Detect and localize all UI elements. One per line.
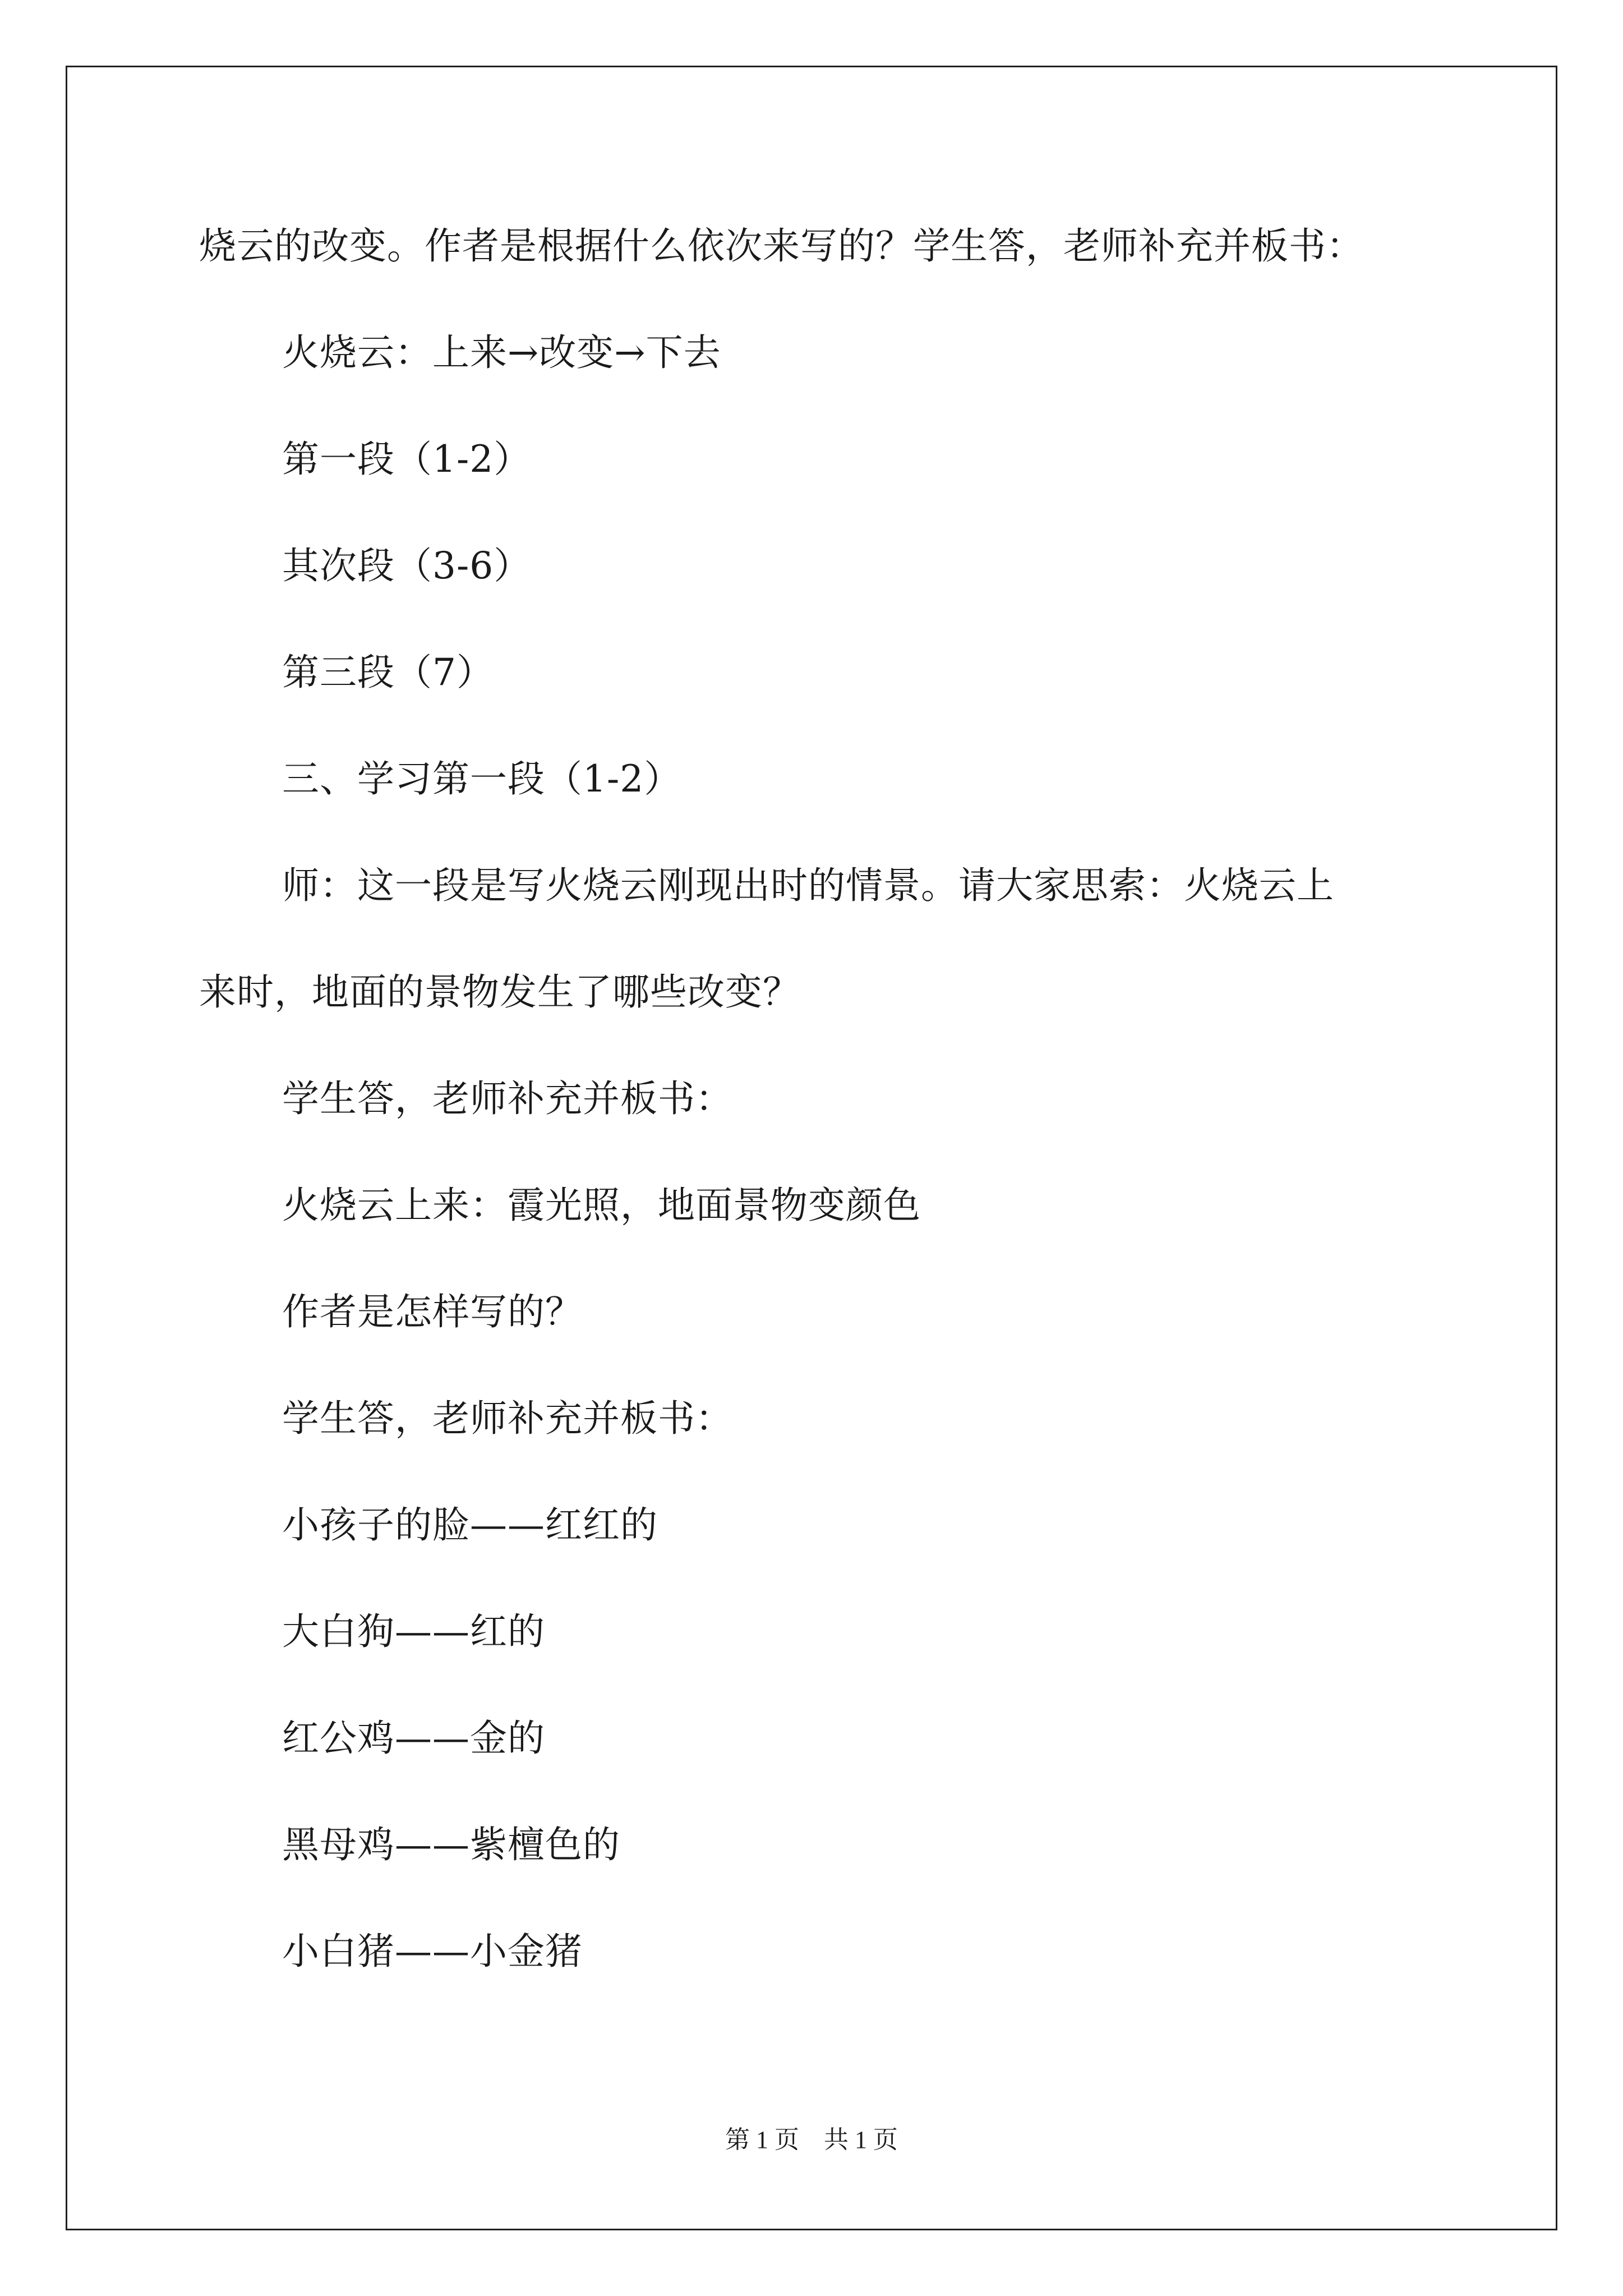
paragraph: 火烧云：上来→改变→下去: [282, 331, 721, 374]
paragraph: 其次段（3-6）: [282, 544, 532, 587]
list-item: 小孩子的脸——红红的: [282, 1503, 658, 1547]
paragraph: 作者是怎样写的？: [282, 1290, 583, 1333]
paragraph: 学生答，老师补充并板书：: [282, 1077, 733, 1120]
paragraph-continuation: 来时，地面的景物发生了哪些改变？: [199, 970, 800, 1014]
page-number-footer: 第 1 页 共 1 页: [725, 2126, 898, 2154]
paragraph: 师：这一段是写火烧云刚现出时的情景。请大家思索：火烧云上: [282, 864, 1334, 907]
paragraph: 学生答，老师补充并板书：: [282, 1397, 733, 1440]
paragraph: 第一段（1-2）: [282, 438, 532, 481]
list-item: 红公鸡——金的: [282, 1717, 545, 1760]
list-item: 大白狗——红的: [282, 1610, 545, 1653]
list-item: 小白猪——小金猪: [282, 1930, 583, 1973]
paragraph: 第三段（7）: [282, 651, 494, 694]
document-body: [199, 219, 1433, 1979]
list-item: 黑母鸡——紫檀色的: [282, 1823, 620, 1866]
section-heading: 三、学习第一段（1-2）: [282, 757, 682, 800]
paragraph: 烧云的改变。作者是根据什么依次来写的？学生答，老师补充并板书：: [199, 224, 1364, 268]
paragraph: 火烧云上来：霞光照，地面景物变颜色: [282, 1184, 921, 1227]
